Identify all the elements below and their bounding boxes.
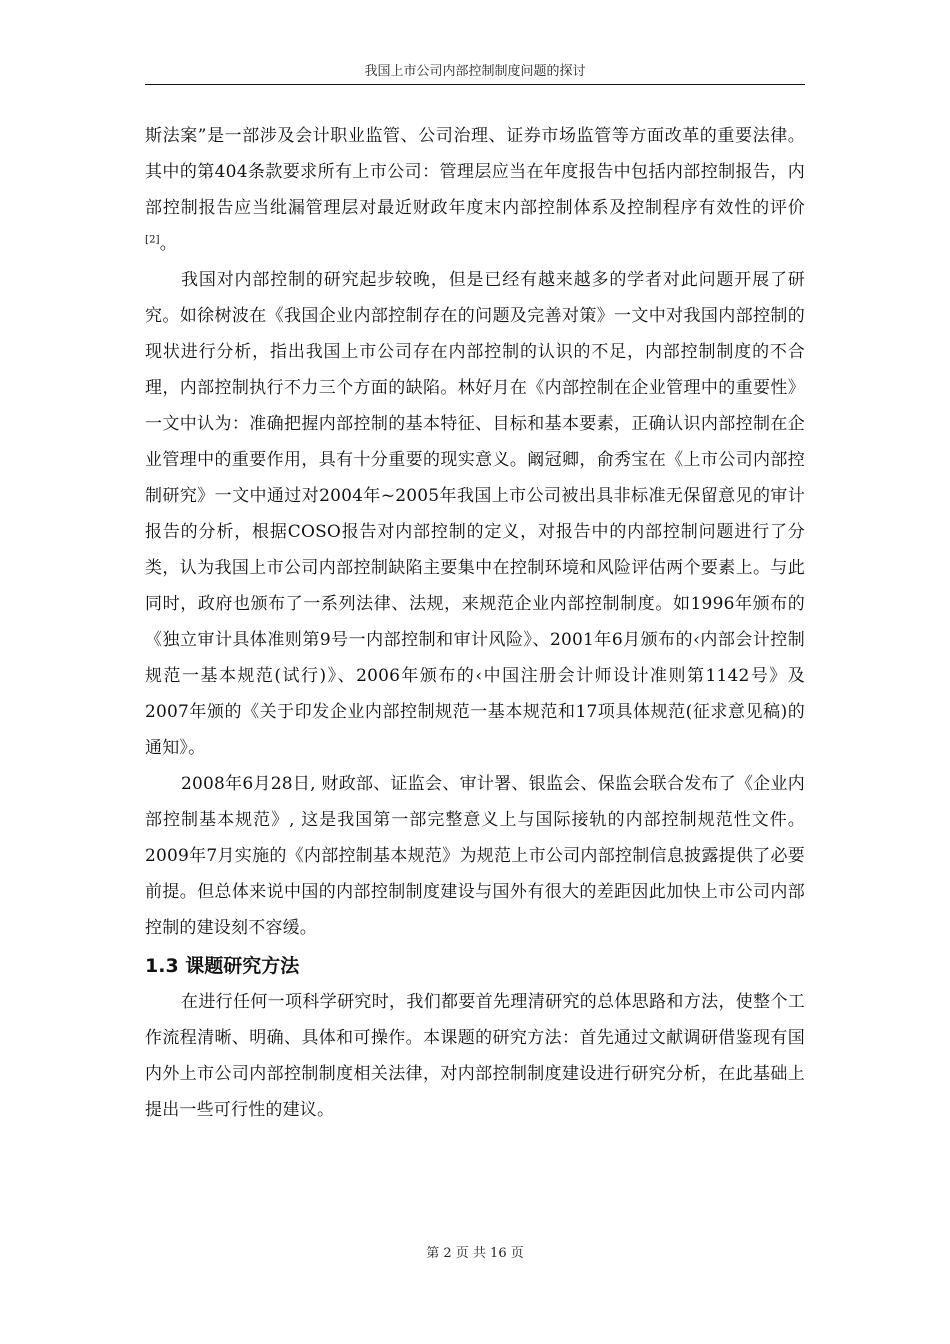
paragraph-continued: [145, 118, 805, 262]
page-body: [145, 118, 805, 1128]
paragraph-end: 。: [159, 234, 177, 254]
citation-mark: [2]: [145, 234, 160, 246]
header-divider: [145, 84, 805, 85]
running-header: 我国上市公司内部控制制度问题的探讨: [364, 64, 586, 79]
page-number-footer: 第 2 页 共 16 页: [426, 1246, 524, 1261]
paragraph-regulations: 2008年6月28日, 财政部、证监会、审计署、银监会、保监会联合发布了《企业内部控制基本规范》, 这是我国第一部完整意义上与国际接轨的内部控制规范性文件。2009年7月实施的《内部控制基本规范》为规范上市公司内部控制信息披露提供了必要前提。但总体来说中国的内部控制制度建设与国外有很大的差距因此加快上市公司内部控制的建设刻不容缓。: [145, 774, 805, 938]
paragraph-research-review: 我国对内部控制的研究起步较晚，但是已经有越来越多的学者对此问题开展了研究。如徐树波在《我国企业内部控制存在的问题及完善对策》一文中对我国内部控制的现状进行分析，指出我国上市公司存在内部控制的认识的不足，内部控制制度的不合理，内部控制执行不力三个方面的缺陷。林好月在《内部控制在企业管理中的重要性》一文中认为：准确把握内部控制的基本特征、目标和基本要素，正确认识内部控制在企业管理中的重要作用，具有十分重要的现实意义。阚冠卿，俞秀宝在《上市公司内部控制研究》一文中通过对2004年~2005年我国上市公司被出具非标准无保留意见的审计报告的分析，根据COSO报告对内部控制的定义，对报告中的内部控制问题进行了分类，认为我国上市公司内部控制缺陷主要集中在控制环境和风险评估两个要素上。与此同时，政府也颁布了一系列法律、法规，来规范企业内部控制制度。如1996年颁布的《独立审计具体准则第9号一内部控制和审计风险》、2001年6月颁布的‹内部会计控制规范一基本规范(试行)》、2006年颁布的‹中国注册会计师设计准则第1142号》及2007年颁的《关于印发企业内部控制规范一基本规范和17项具体规范(征求意见稿)的通知》。: [145, 270, 805, 758]
section-heading: 1.3 课题研究方法: [145, 955, 300, 977]
paragraph-methods: 在进行任何一项科学研究时，我们都要首先理清研究的总体思路和方法，使整个工作流程清晰、明确、具体和可操作。本课题的研究方法：首先通过文献调研借鉴现有国内外上市公司内部控制制度相关法律，对内部控制制度建设进行研究分析，在此基础上提出一些可行性的建议。: [145, 992, 805, 1120]
paragraph-text: 斯法案”是一部涉及会计职业监管、公司治理、证券市场监管等方面改革的重要法律。其中的第404条款要求所有上市公司：管理层应当在年度报告中包括内部控制报告，内部控制报告应当纰漏管理层对最近财政年度末内部控制体系及控制程序有效性的评价: [145, 126, 805, 218]
